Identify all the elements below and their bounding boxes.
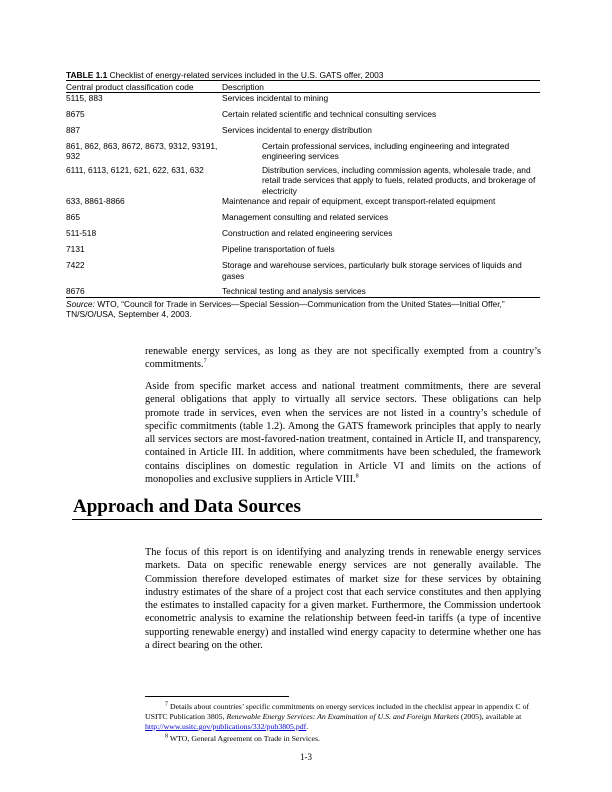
- table-cell-code: 887: [66, 125, 80, 135]
- table-cell-code: 7422: [66, 260, 85, 271]
- table-row: [66, 212, 540, 228]
- table-row: [66, 93, 540, 109]
- table-row: [66, 196, 540, 212]
- table-row: [66, 109, 540, 125]
- body-paragraph-2: [145, 380, 541, 486]
- section-heading: Approach and Data Sources: [73, 496, 301, 517]
- table-header: [66, 81, 540, 92]
- section-heading-block: [72, 496, 542, 520]
- table-caption-text: Checklist of energy-related services included in the U.S. GATS offer, 2003: [109, 70, 384, 80]
- page-number: 1-3: [300, 752, 312, 762]
- table-caption: [66, 70, 540, 80]
- table-cell-code: 7131: [66, 244, 85, 255]
- footnote-7-link[interactable]: http://www.usitc.gov/publications/332/pub3805.pdf: [145, 722, 307, 731]
- table-cell-description: Certain professional services, including engineering and integrated engineering services: [262, 141, 510, 162]
- table-cell-description: Technical testing and analysis services: [222, 286, 366, 297]
- body-paragraph-2-text: Aside from specific market access and national treatment commitments, there are several general obligations that apply to virtually all service sectors. These obligations can help promote trade in services, even when the services are not listed in a country’s schedule of specific commitments (table 1.2). Among the GATS framework principles that apply to nearly all services sectors are most-favored-nation treatment, contained in Article II, and transparency, contained in Article III. In addition, where commitments have been scheduled, the framework contains disciplines on domestic regulation in Article VI and limits on the actions of monopolies and exclusive suppliers in Article VIII.: [145, 381, 541, 486]
- table-cell-description: Storage and warehouse services, particularly bulk storage services of liquids and gases: [222, 260, 522, 281]
- footnote-ref-8: 8: [355, 473, 359, 480]
- footnote-divider: [145, 696, 289, 697]
- footnote-7-title: Renewable Energy Services: An Examination of U.S. and Foreign Markets: [226, 712, 459, 721]
- table-cell-code: 6111, 6113, 6121, 621, 622, 631, 632: [66, 165, 204, 175]
- table-row: [66, 244, 540, 260]
- table-row: [66, 228, 540, 244]
- table-row: [66, 125, 540, 141]
- table-row: [66, 260, 540, 286]
- table-caption-label: TABLE 1.1: [66, 70, 108, 80]
- table-cell-description: Construction and related engineering services: [222, 228, 393, 239]
- table-cell-code: 8675: [66, 109, 85, 119]
- body-paragraph-3: The focus of this report is on identifying and analyzing trends in renewable energy services markets. Data on specific renewable energy services are not generally available. The Commission therefore developed estimates of market size for these services by obtaining industry estimates of the share of a project cost that each service constitutes and then applying the estimates to installed capacity for a given market. Furthermore, the Commission undertook econometric analysis to examine the relationship between feed-in tariffs (a type of incentive supporting renewable energy) and installed wind energy capacity to determine whether one has a direct bearing on the other.: [145, 547, 541, 652]
- table-cell-description: Services incidental to energy distribution: [222, 125, 372, 135]
- table-cell-description: Certain related scientific and technical consulting services: [222, 109, 437, 119]
- table-cell-description: Maintenance and repair of equipment, except transport-related equipment: [222, 196, 496, 207]
- footnote-8: [145, 734, 541, 744]
- footnote-8-number: 8: [165, 733, 168, 740]
- footnote-7-mid: (2005), available at: [460, 712, 522, 721]
- table-cell-code: 633, 8861-8866: [66, 196, 125, 207]
- table-row: [66, 141, 540, 165]
- table-cell-code: 8676: [66, 286, 85, 297]
- table-source: [66, 299, 540, 320]
- table-cell-description: Distribution services, including commission agents, wholesale trade, and retail trade services that apply to fuels, related products, and brokerage of electricity: [262, 165, 536, 196]
- table-cell-description: Services incidental to mining: [222, 93, 329, 103]
- body-paragraph-1-text: renewable energy services, as long as they are not specifically exempted from a country’s commitments.: [145, 346, 541, 371]
- table-row: [66, 286, 540, 296]
- table-cell-code: 511-518: [66, 228, 97, 239]
- table-header-code: Central product classification code: [66, 82, 194, 92]
- table-cell-description: Management consulting and related services: [222, 212, 389, 223]
- table-source-label: Source:: [66, 298, 95, 309]
- footnote-7-number: 7: [165, 701, 168, 708]
- table-row: [66, 165, 540, 196]
- table-cell-code: 865: [66, 212, 80, 223]
- body-paragraph-1: [145, 345, 541, 372]
- table-cell-description: Pipeline transportation of fuels: [222, 244, 335, 255]
- table-header-description: Description: [222, 82, 264, 92]
- footnote-ref-7: 7: [203, 358, 207, 365]
- footnote-7-text: Details about countries’ specific commitments on energy services included in the checklist appear in appendix C of USITC Publication 3805,: [145, 702, 530, 721]
- table-cell-code: 861, 862, 863, 8672, 8673, 9312, 93191, 932: [66, 141, 218, 162]
- footnote-8-text: WTO, General Agreement on Trade in Services.: [169, 734, 320, 743]
- footnote-7: $^7$ Details about countries’ specific commitments on energy services included in the checklist appear in appendix C of USITC Publication 3805, Renewable Energy Services: An Examination of U.S. and Foreign Markets (2005), available at http://www.usitc.gov/publications/332/pub3805.pdf.: [145, 701, 530, 731]
- table-cell-code: 5115, 883: [66, 93, 103, 103]
- table-body: [66, 93, 540, 297]
- table-1-1: [66, 70, 540, 319]
- table-source-text: WTO, “Council for Trade in Services—Special Session—Communication from the United States—Initial Offer,” TN/S/O/USA, September 4, 2003.: [66, 298, 505, 320]
